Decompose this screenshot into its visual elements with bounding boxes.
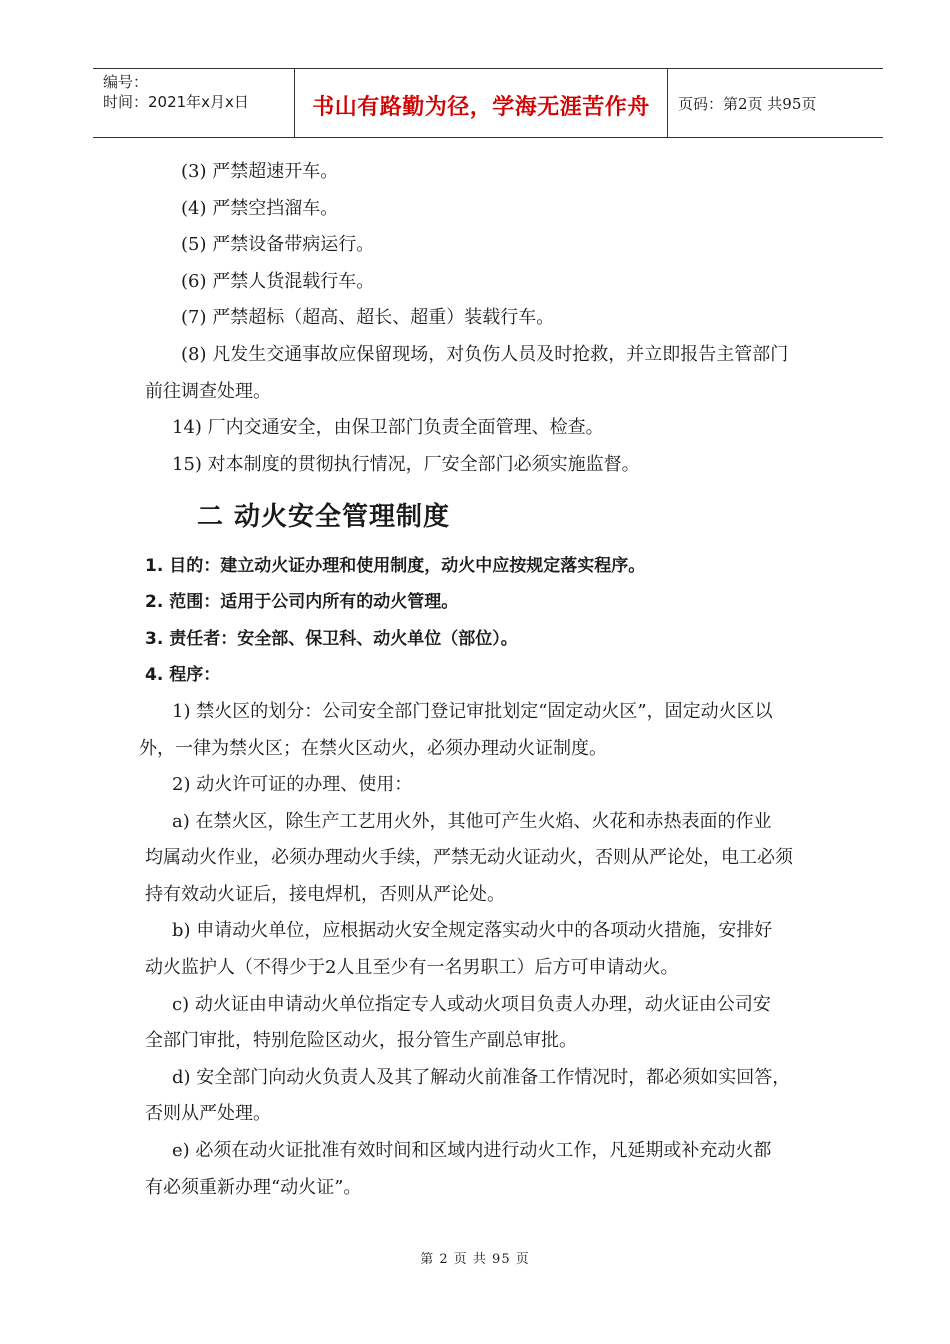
responsible-point: 3. 责任者：安全部、保卫科、动火单位（部位）。 — [145, 629, 518, 649]
section-title: 二 动火安全管理制度 — [197, 502, 451, 532]
procedure-line: 外，一律为禁火区；在禁火区动火，必须办理动火证制度。 — [139, 738, 607, 759]
procedure-line: b) 申请动火单位，应根据动火安全规定落实动火中的各项动火措施，安排好 — [172, 920, 773, 941]
procedure-line: c) 动火证由申请动火单位指定专人或动火项目负责人办理，动火证由公司安 — [172, 994, 771, 1015]
list-item: 15) 对本制度的贯彻执行情况，厂安全部门必须实施监督。 — [172, 454, 640, 475]
procedure-line: e) 必须在动火证批准有效时间和区域内进行动火工作，凡延期或补充动火都 — [172, 1140, 772, 1161]
scope-point: 2. 范围：适用于公司内所有的动火管理。 — [145, 592, 459, 612]
procedure-line: 均属动火作业，必须办理动火手续，严禁无动火证动火，否则从严论处，电工必须 — [145, 847, 793, 868]
procedure-line: 全部门审批，特别危险区动火，报分管生产副总审批。 — [145, 1030, 577, 1051]
list-item: (6) 严禁人货混载行车。 — [181, 271, 375, 292]
procedure-line: 1) 禁火区的划分：公司安全部门登记审批划定“固定动火区”，固定动火区以 — [172, 701, 773, 722]
procedure-line: 动火监护人（不得少于2人且至少有一名男职工）后方可申请动火。 — [145, 957, 679, 978]
header-motto: 书山有路勤为径，学海无涯苦作舟 — [312, 94, 650, 120]
list-item: (3) 严禁超速开车。 — [181, 161, 339, 182]
page-footer: 第 2 页 共 95 页 — [420, 1252, 530, 1267]
procedure-point: 4. 程序： — [145, 665, 221, 685]
procedure-line: 否则从严处理。 — [145, 1103, 271, 1124]
list-item: (4) 严禁空挡溜车。 — [181, 198, 339, 219]
list-item-continuation: 前往调查处理。 — [145, 381, 271, 402]
header-motto-cell — [295, 69, 668, 137]
list-item: (8) 凡发生交通事故应保留现场，对负伤人员及时抢救，并立即报告主管部门 — [181, 344, 789, 365]
header-left-cell — [93, 69, 295, 137]
procedure-line: 持有效动火证后，接电焊机，否则从严论处。 — [145, 884, 505, 905]
document-number-label: 编号： — [103, 73, 149, 91]
list-item: (7) 严禁超标（超高、超长、超重）装载行车。 — [181, 307, 555, 328]
page-header — [93, 68, 883, 138]
document-time-label: 时间：2021年x月x日 — [103, 93, 249, 111]
header-page-cell — [668, 69, 883, 137]
header-page-number: 页码：第2页 共95页 — [678, 95, 817, 113]
purpose-point: 1. 目的：建立动火证办理和使用制度，动火中应按规定落实程序。 — [145, 556, 646, 576]
procedure-line: a) 在禁火区，除生产工艺用火外，其他可产生火焰、火花和赤热表面的作业 — [172, 811, 772, 832]
list-item: 14) 厂内交通安全，由保卫部门负责全面管理、检查。 — [172, 417, 604, 438]
procedure-line: 2) 动火许可证的办理、使用： — [172, 774, 413, 795]
procedure-line: 有必须重新办理“动火证”。 — [145, 1177, 362, 1198]
list-item: (5) 严禁设备带病运行。 — [181, 234, 375, 255]
procedure-line: d) 安全部门向动火负责人及其了解动火前准备工作情况时，都必须如实回答， — [172, 1067, 791, 1088]
